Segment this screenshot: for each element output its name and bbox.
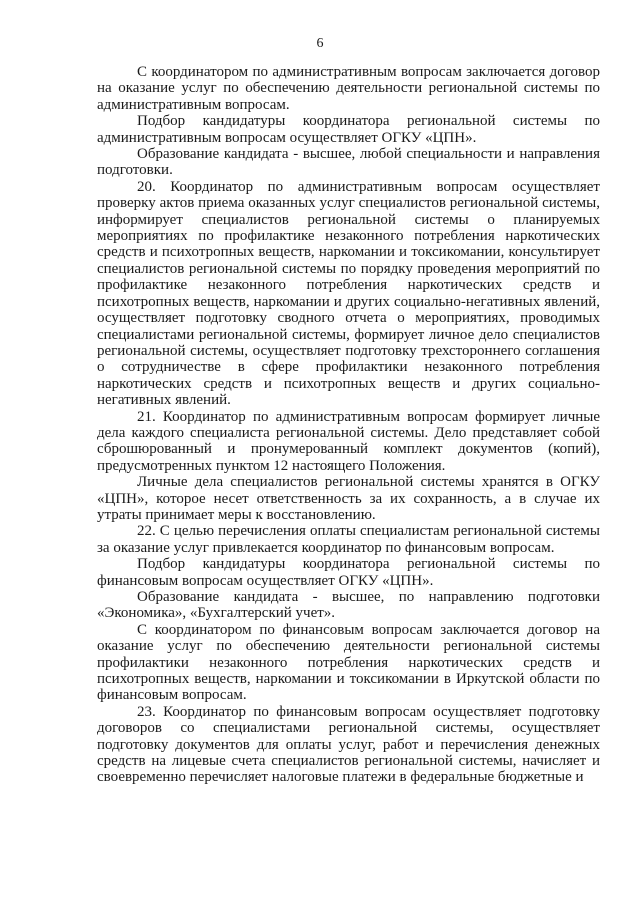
document-body [97, 64, 600, 786]
paragraph-admin-coordinator-selection: Подбор кандидатуры координатора региональной системы по административным вопросам осуществляет ОГКУ «ЦПН». [97, 113, 600, 146]
paragraph-item-21: 21. Координатор по административным вопросам формирует личные дела каждого специалиста региональной системы. Дело представляет собой сброшюрованный и пронумерованный комплект документов (копий), предусмотренных пунктом 12 настоящего Положения. [97, 408, 600, 474]
paragraph-admin-candidate-education: Образование кандидата - высшее, любой специальности и направления подготовки. [97, 146, 600, 179]
paragraph-item-22: 22. С целью перечисления оплаты специалистам региональной системы за оказание услуг привлекается координатор по финансовым вопросам. [97, 523, 600, 556]
paragraph-finance-candidate-education: Образование кандидата - высшее, по направлению подготовки «Экономика», «Бухгалтерский учет». [97, 589, 600, 622]
paragraph-coordinator-admin-contract: С координатором по административным вопросам заключается договор на оказание услуг по обеспечению деятельности региональной системы по административным вопросам. [97, 64, 600, 113]
paragraph-item-20: 20. Координатор по административным вопросам осуществляет проверку актов приема оказанных услуг специалистов региональной системы, информирует специалистов региональной системы о планируемых мероприятиях по профилактике незаконного потребления наркотических средств и психотропных веществ, наркомании и токсикомании, консультирует специалистов региональной системы по порядку проведения мероприятий по профилактике незаконного потребления наркотических средств и психотропных веществ, наркомании и других социально-негативных явлений, осуществляет подготовку сводного отчета о мероприятиях, проводимых специалистами региональной системы, формирует личное дело специалистов региональной системы, осуществляет подготовку трехстороннего соглашения о сотрудничестве в сфере профилактики незаконного потребления наркотических средств и психотропных веществ и других социально-негативных явлений. [97, 178, 600, 409]
page-number: 6 [316, 36, 324, 51]
paragraph-finance-coordinator-selection: Подбор кандидатуры координатора региональной системы по финансовым вопросам осуществляет ОГКУ «ЦПН». [97, 556, 600, 589]
paragraph-personal-files-storage: Личные дела специалистов региональной системы хранятся в ОГКУ «ЦПН», которое несет ответственность за их сохранность, а в случае их утраты принимает меры к восстановлению. [97, 474, 600, 523]
paragraph-finance-coordinator-contract: С координатором по финансовым вопросам заключается договор на оказание услуг по обеспечению деятельности региональной системы профилактики незаконного потребления наркотических средств и психотропных веществ, наркомании и токсикомании в Иркутской области по финансовым вопросам. [97, 621, 600, 704]
paragraph-item-23: 23. Координатор по финансовым вопросам осуществляет подготовку договоров со специалистами региональной системы, осуществляет подготовку документов для оплаты услуг, работ и перечисления денежных средств на лицевые счета специалистов региональной системы, начисляет и своевременно перечисляет налоговые платежи в федеральные бюджетные и [97, 703, 600, 786]
